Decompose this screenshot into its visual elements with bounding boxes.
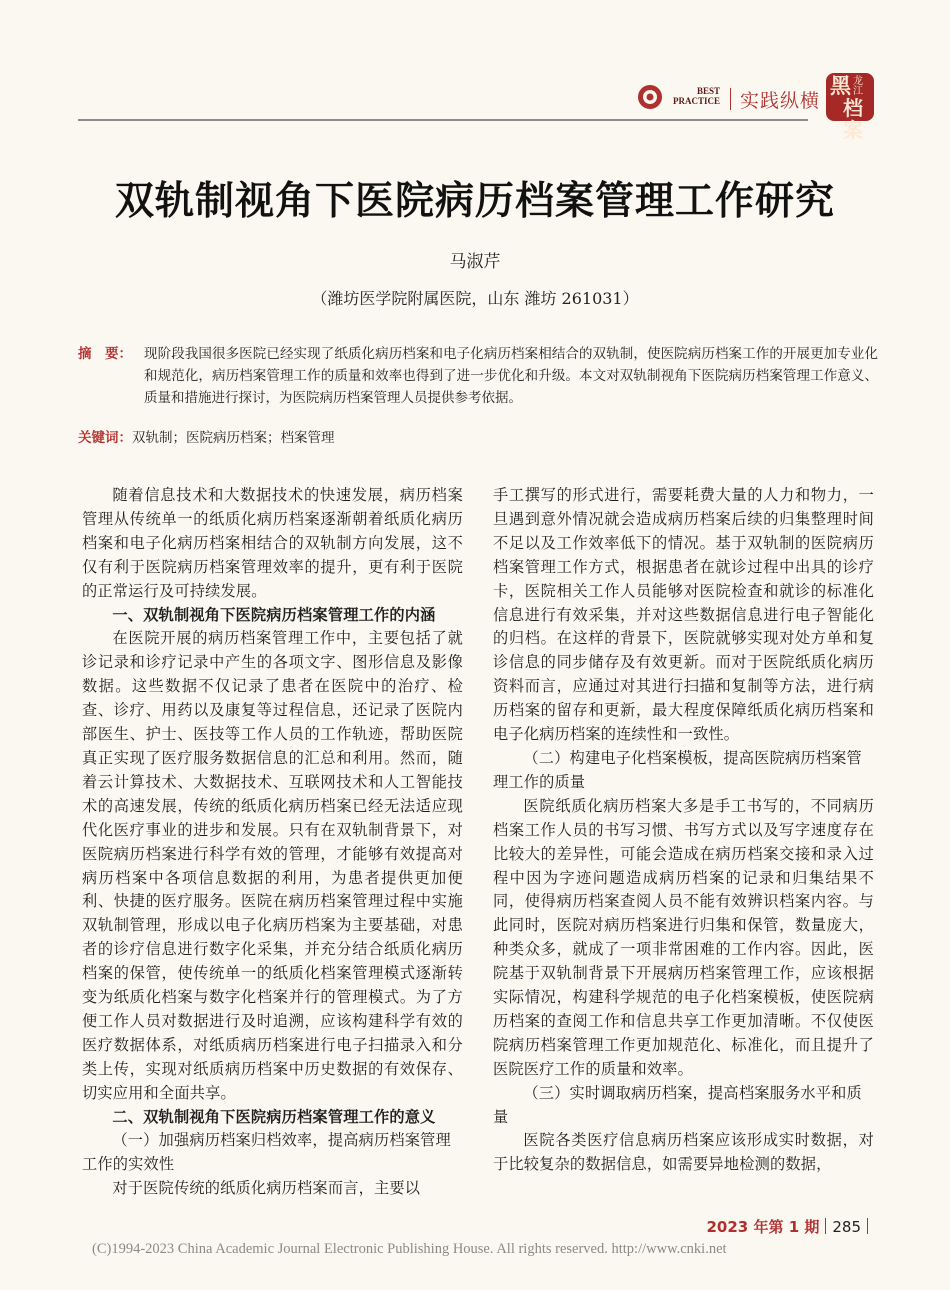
affiliation: （潍坊医学院附属医院，山东 潍坊 261031） <box>311 289 639 308</box>
abstract-label: 摘 要： <box>78 346 132 362</box>
keywords <box>78 428 335 448</box>
section-heading: （二）构建电子化档案模板，提高医院病历档案管理工作的质量 <box>493 748 862 791</box>
copyright-line: (C)1994-2023 China Academic Journal Electronic Publishing House. All rights reserved. http://www.cnki.net <box>92 1241 727 1257</box>
body-paragraph: 对于医院传统的纸质化病历档案而言，主要以 <box>112 1179 421 1198</box>
column-name: 实践纵横 <box>740 90 821 112</box>
body-column-right <box>493 484 874 1177</box>
body-paragraph: 医院各类医疗信息病历档案应该形成实时数据，对于比较复杂的数据信息，如需要异地检测的数据， <box>493 1131 874 1174</box>
folio <box>707 1216 875 1237</box>
paper-title: 双轨制视角下医院病历档案管理工作研究 <box>114 179 835 224</box>
journal-seal-logo <box>826 73 874 142</box>
keywords-text: 双轨制；医院病历档案；档案管理 <box>132 430 335 446</box>
keywords-label: 关键词： <box>78 430 132 446</box>
body-paragraph: 随着信息技术和大数据技术的快速发展，病历档案管理从传统单一的纸质化病历档案逐渐朝着纸质化病历档案和电子化病历档案相结合的双轨制方向发展，这不仅有利于医院病历档案管理效率的提升，更有利于医院的正常运行及可持续发展。 <box>82 486 463 600</box>
folio-separator <box>825 1218 826 1234</box>
section-heading: （一）加强病历档案归档效率，提高病历档案管理工作的实效性 <box>82 1131 451 1174</box>
body-paragraph: 在医院开展的病历档案管理工作中，主要包括了就诊记录和诊疗记录中产生的各项文字、图形信息及影像数据。这些数据不仅记录了患者在医院中的治疗、检查、诊疗、用药以及康复等过程信息，还记录了医院内部医生、护士、医技等工作人员的工作轨迹，帮助医院真正实现了医疗服务数据信息的汇总和利用。然而，随着云计算技术、大数据技术、互联网技术和人工智能技术的高速发展，传统的纸质化病历档案已经无法适应现代化医疗事业的进步和发展。只有在双轨制背景下，对医院病历档案进行科学有效的管理，才能够有效提高对病历档案中各项信息数据的利用，为患者提供更加便利、快捷的医疗服务。医院在病历档案管理过程中实施双轨制管理，形成以电子化病历档案为主要基础，对患者的诊疗信息进行数字化采集，并充分结合纸质化病历档案的保管，使传统单一的纸质化档案管理模式逐渐转变为纸质化档案与数字化档案并行的管理模式。为了方便工作人员对数据进行及时追溯，应该构建科学有效的医疗数据体系，对纸质病历档案进行电子扫描录入和分类上传，实现对纸质病历档案中历史数据的有效保存、切实应用和全面共享。 <box>82 629 463 1102</box>
author: 马淑芹 <box>449 252 501 272</box>
body-column-left <box>82 484 463 1201</box>
abstract-text: 现阶段我国很多医院已经实现了纸质化病历档案和电子化病历档案相结合的双轨制，使医院病历档案工作的开展更加专业化和规范化，病历档案管理工作的质量和效率也得到了进一步优化和升级。本文对双轨制视角下医院病历档案管理工作意义、质量和措施进行探讨，为医院病历档案管理人员提供参考依据。 <box>144 346 878 406</box>
seal-char-3: 档案 <box>843 96 863 142</box>
header-rule <box>78 119 808 121</box>
section-heading: （三）实时调取病历档案，提高档案服务水平和质量 <box>493 1083 862 1126</box>
issue-number: 2023 年第 1 期 <box>706 1218 820 1236</box>
best-practice-label: BEST PRACTICE <box>672 86 720 106</box>
seal-char-2: 龙江 <box>853 76 863 97</box>
section-heading: 一、双轨制视角下医院病历档案管理工作的内涵 <box>112 605 436 624</box>
abstract <box>78 343 878 409</box>
page-number: 285 <box>832 1218 861 1236</box>
body-paragraph: 手工撰写的形式进行，需要耗费大量的人力和物力，一旦遇到意外情况就会造成病历档案后续的归集整理时间不足以及工作效率低下的情况。基于双轨制的医院病历档案管理工作方式，根据患者在就诊过程中出具的诊疗卡，医院相关工作人员能够对医院检查和就诊的标准化信息进行有效采集，并对这些数据信息进行电子智能化的归档。在这样的背景下，医院就够实现对处方单和复诊信息的同步储存及有效更新。而对于医院纸质化病历资料而言，应通过对其进行扫描和复制等方法，进行病历档案的留存和更新，最大程度保障纸质化病历档案和电子化病历档案的连续性和一致性。 <box>493 486 874 744</box>
best-practice-logo-icon <box>636 83 664 111</box>
body-paragraph: 医院纸质化病历档案大多是手工书写的，不同病历档案工作人员的书写习惯、书写方式以及写字速度存在比较大的差异性，可能会造成在病历档案交接和录入过程中因为字迹问题造成病历档案的记录和归集结果不同，使得病历档案查阅人员不能有效辨识档案内容。与此同时，医院对病历档案进行归集和保管，数量庞大，种类众多，就成了一项非常困难的工作内容。因此，医院基于双轨制背景下开展病历档案管理工作，应该根据实际情况，构建科学规范的电子化档案模板，使医院病历档案的查阅工作和信息共享工作更加清晰。不仅使医院病历档案管理工作更加规范化、标准化，而且提升了医院医疗工作的质量和效率。 <box>493 796 874 1078</box>
seal-char-1: 黑 <box>830 73 851 98</box>
folio-separator-end <box>867 1218 868 1234</box>
section-heading: 二、双轨制视角下医院病历档案管理工作的意义 <box>112 1107 436 1126</box>
header-separator <box>730 88 731 110</box>
